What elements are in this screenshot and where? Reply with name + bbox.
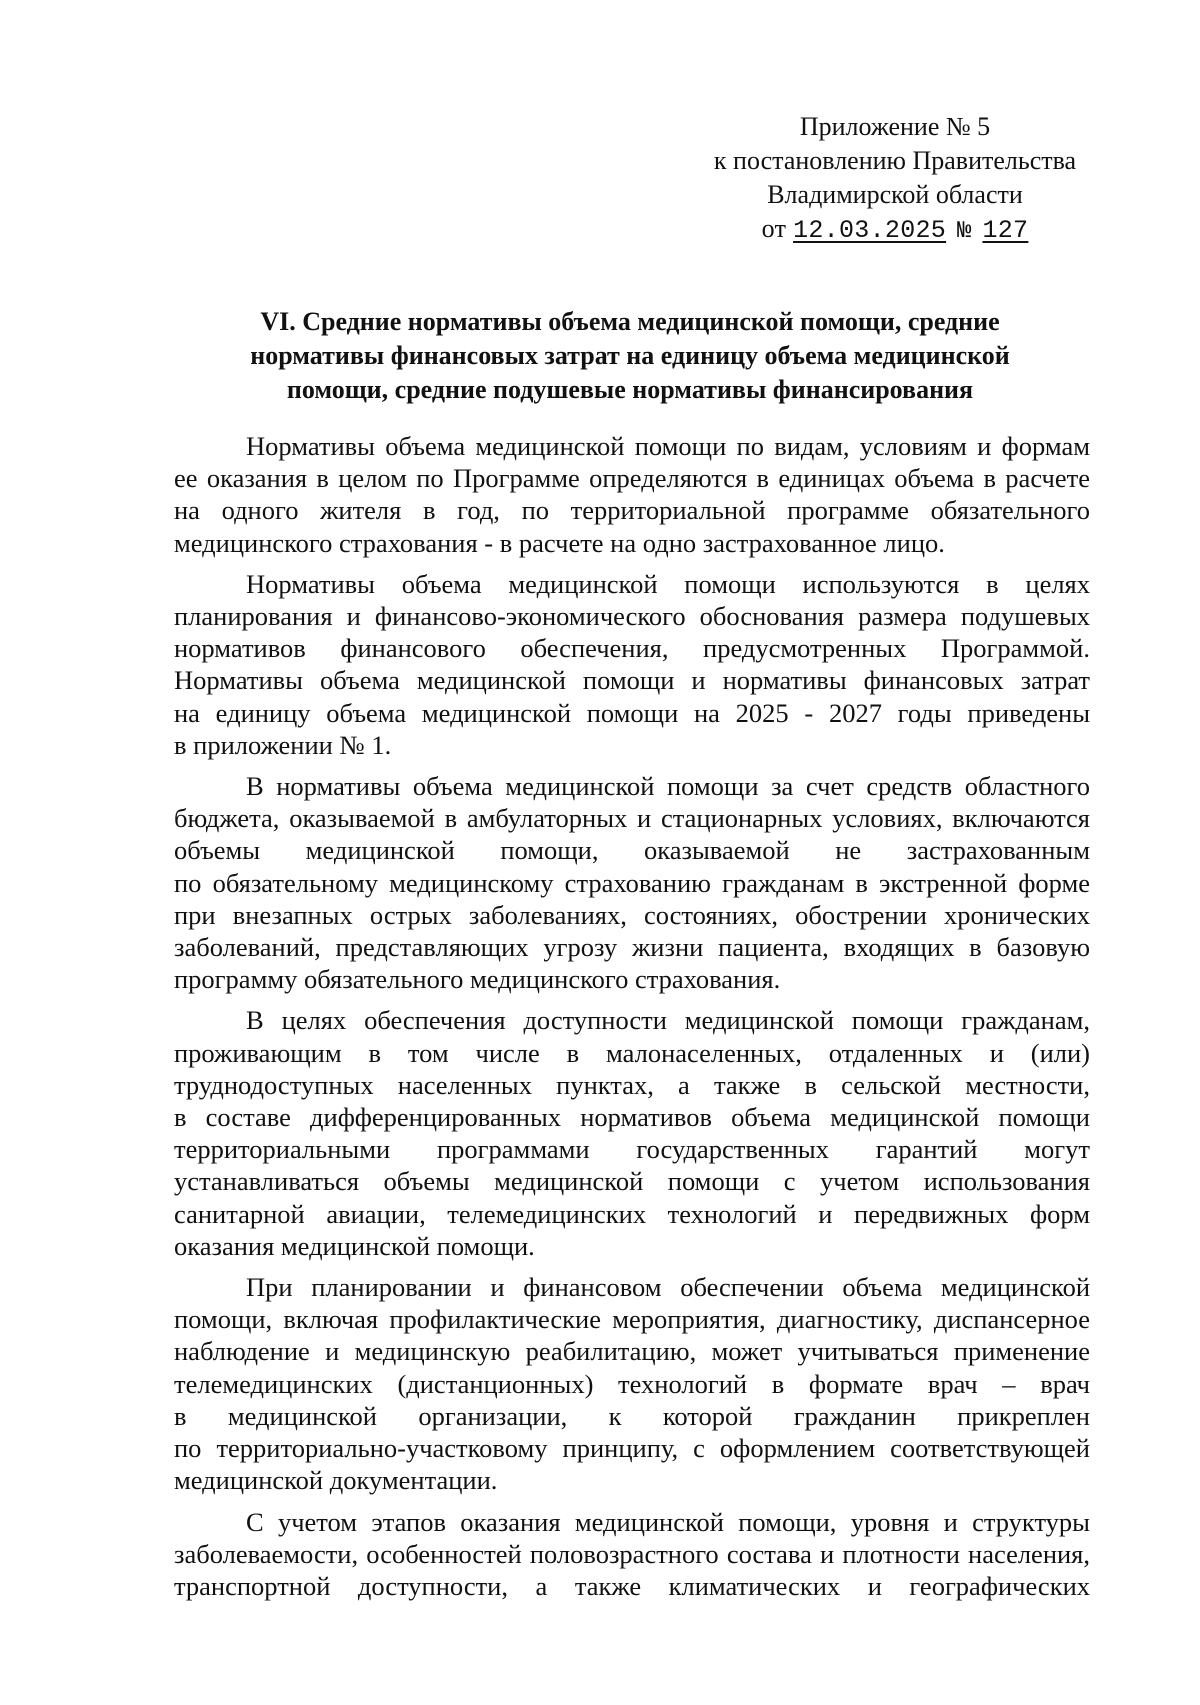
text-line: устанавливаться объемы медицинской помощи с учетом использования	[174, 1166, 1090, 1197]
appendix-region: Владимирской области	[767, 180, 1023, 209]
text-line: в составе дифференцированных нормативов объема медицинской помощи	[174, 1102, 1090, 1133]
text-line: наблюдение и медицинскую реабилитацию, может учитываться применение	[174, 1336, 1090, 1367]
text-line: проживающим в том числе в малонаселенных, отдаленных и (или)	[174, 1037, 1090, 1068]
text-line: территориальными программами государственных гарантий могут	[174, 1134, 1090, 1165]
text-line: на единицу объема медицинской помощи на 2025 - 2027 годы приведены	[174, 697, 1090, 728]
text-line: при внезапных острых заболеваниях, состояниях, обострении хронических	[174, 899, 1090, 930]
heading-line: VI. Средние нормативы объема медицинской помощи, средние	[260, 307, 1000, 336]
text-line: Нормативы объема медицинской помощи по видам, условиям и формам	[246, 431, 1090, 461]
paragraph-regional-budget	[174, 770, 1090, 995]
text-line: При планировании и финансовом обеспечении объема медицинской	[246, 1272, 1090, 1303]
paragraph-telemedicine	[174, 1271, 1090, 1496]
number-sign: №	[956, 218, 972, 245]
text-line: в приложении № 1.	[174, 729, 392, 760]
text-line: по обязательному медицинскому страхованию гражданам в экстренной форме	[174, 867, 1090, 898]
text-line: С учетом этапов оказания медицинской помощи, уровня и структуры	[246, 1506, 1090, 1537]
appendix-date-line	[685, 212, 1105, 249]
text-line: Нормативы объема медицинской помощи используются в целях	[246, 568, 1090, 599]
text-line: телемедицинских (дистанционных) технологий в формате врач – врач	[174, 1368, 1090, 1399]
text-line: на одного жителя в год, по территориальной программе обязательного	[174, 495, 1090, 526]
text-line: труднодоступных населенных пунктах, а также в сельской местности,	[174, 1069, 1090, 1100]
text-line: санитарной авиации, телемедицинских технологий и передвижных форм	[174, 1198, 1090, 1229]
text-line: Нормативы объема медицинской помощи и нормативы финансовых затрат	[174, 665, 1090, 696]
text-line: заболеваемости, особенностей половозрастного состава и плотности населения,	[174, 1538, 1090, 1569]
text-line: В целях обеспечения доступности медицинской помощи гражданам,	[246, 1005, 1090, 1036]
paragraph-volume-norms	[174, 430, 1090, 559]
text-line: программу обязательного медицинского страхования.	[174, 964, 781, 995]
text-line: планирования и финансово-экономического обоснования размера подушевых	[174, 601, 1090, 632]
appendix-header	[685, 110, 1105, 249]
section-heading	[170, 305, 1090, 407]
heading-line: помощи, средние подушевые нормативы финансирования	[286, 375, 974, 404]
paragraph-stages	[174, 1506, 1090, 1603]
text-line: ее оказания в целом по Программе определяются в единицах объема в расчете	[174, 463, 1090, 494]
resolution-number: 127	[982, 216, 1029, 245]
resolution-date: 12.03.2025	[793, 216, 947, 245]
appendix-reference: к постановлению Правительства	[713, 146, 1077, 175]
text-line: транспортной доступности, а также климатических и географических	[174, 1570, 1090, 1601]
heading-line: нормативы финансовых затрат на единицу объема медицинской	[250, 341, 1010, 370]
text-line: В нормативы объема медицинской помощи за счет средств областного	[246, 771, 1090, 802]
text-line: медицинской документации.	[174, 1465, 498, 1496]
text-line: заболеваний, представляющих угрозу жизни пациента, входящих в базовую	[174, 932, 1090, 963]
paragraph-planning	[174, 568, 1090, 761]
text-line: в медицинской организации, к которой гражданин прикреплен	[174, 1400, 1090, 1431]
date-prefix: от	[761, 214, 787, 243]
document-body	[174, 430, 1090, 1611]
text-line: по территориально-участковому принципу, с оформлением соответствующей	[174, 1433, 1090, 1464]
appendix-title: Приложение № 5	[799, 112, 991, 141]
text-line: нормативов финансового обеспечения, предусмотренных Программой.	[174, 633, 1090, 664]
paragraph-accessibility	[174, 1004, 1090, 1262]
text-line: бюджета, оказываемой в амбулаторных и стационарных условиях, включаются	[174, 803, 1090, 834]
text-line: оказания медицинской помощи.	[174, 1230, 535, 1261]
text-line: помощи, включая профилактические мероприятия, диагностику, диспансерное	[174, 1304, 1090, 1335]
text-line: объемы медицинской помощи, оказываемой не застрахованным	[174, 835, 1090, 866]
text-line: медицинского страхования - в расчете на одно застрахованное лицо.	[174, 527, 945, 558]
